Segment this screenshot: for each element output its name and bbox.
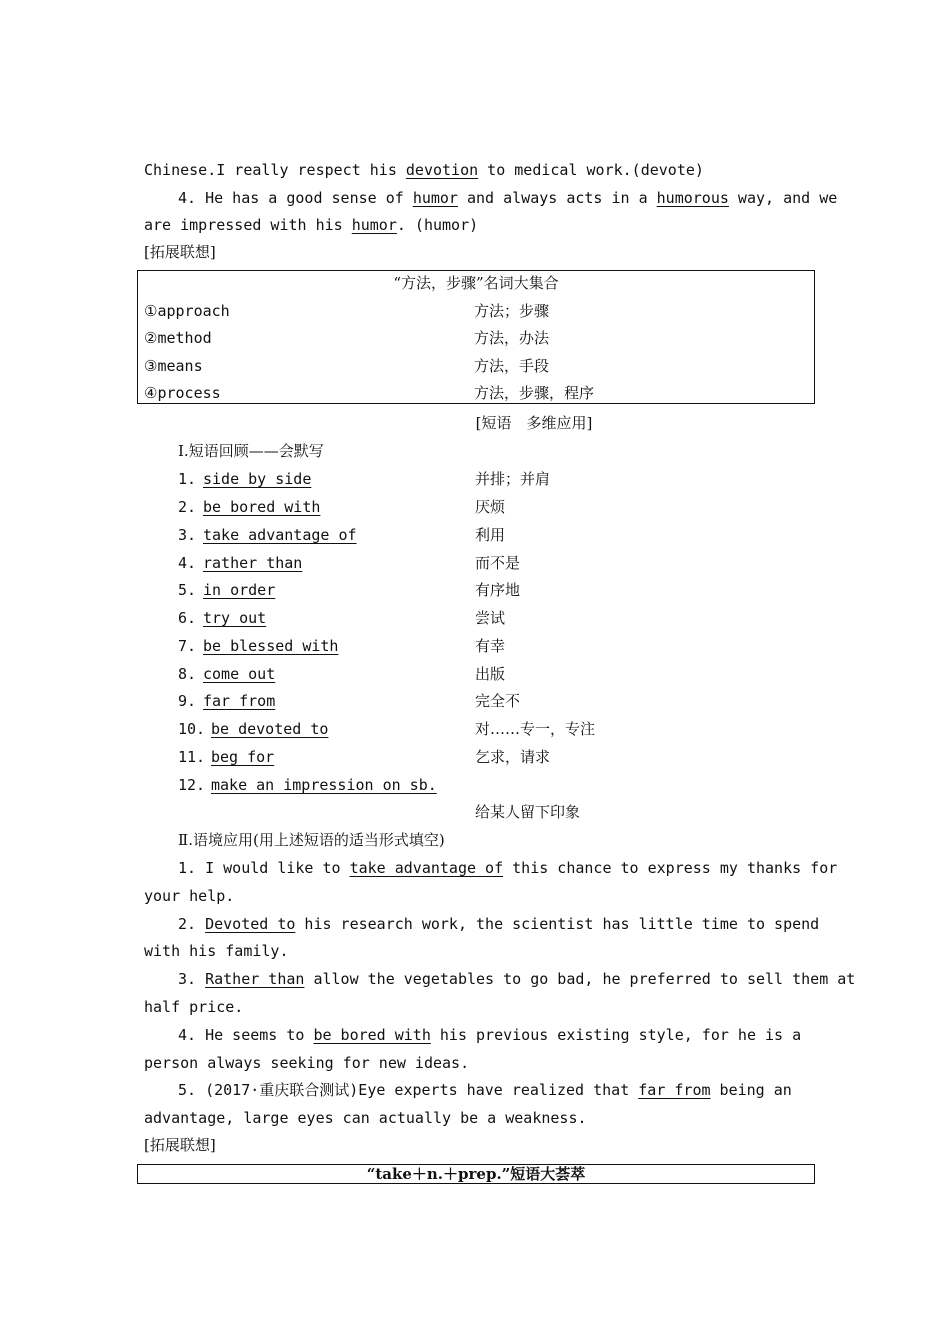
phrase-en: beg for bbox=[211, 748, 275, 766]
phrase-zh: 并排；并肩 bbox=[475, 470, 551, 488]
phrase-number: 2. bbox=[178, 498, 197, 516]
phrase-zh: 有序地 bbox=[475, 581, 521, 599]
phrase-zh: 完全不 bbox=[475, 692, 521, 710]
text-line bbox=[144, 160, 806, 180]
phrase-zh: 出版 bbox=[475, 665, 506, 683]
phrase-number: 7. bbox=[178, 637, 197, 655]
part-title: Ⅰ.短语回顾——会默写 bbox=[178, 442, 324, 460]
phrase-number: 9. bbox=[178, 692, 197, 710]
text: to medical work.(devote) bbox=[478, 161, 704, 179]
table-cell-zh: 方法；步骤 bbox=[474, 302, 550, 320]
answer-underlined: humorous bbox=[656, 189, 729, 207]
table-row bbox=[144, 381, 808, 405]
table-title: “方法，步骤”名词大集合 bbox=[393, 274, 559, 292]
text-line bbox=[178, 188, 838, 208]
phrase-number: 3. bbox=[178, 526, 197, 544]
section-heading: [短语 多维应用] bbox=[475, 414, 593, 432]
phrase-number: 5. bbox=[178, 581, 197, 599]
text: . (humor) bbox=[396, 216, 479, 234]
sentence-line bbox=[178, 1025, 806, 1045]
text: 1. I would like to bbox=[178, 859, 350, 877]
phrase-number: 12. bbox=[178, 776, 206, 794]
table-cell-en: ②method bbox=[144, 329, 212, 347]
phrase-en: try out bbox=[203, 609, 267, 627]
answer-underlined: take advantage of bbox=[349, 859, 504, 877]
sentence-line: your help. bbox=[144, 887, 235, 905]
sentence-line: advantage, large eyes can actually be a weakness. bbox=[144, 1109, 587, 1127]
phrase-table bbox=[137, 1164, 815, 1184]
table-title: “take＋n.＋prep.”短语大荟萃 bbox=[366, 1165, 586, 1183]
vocab-table bbox=[137, 270, 815, 404]
phrase-zh: 给某人留下印象 bbox=[475, 803, 581, 821]
phrase-en: be blessed with bbox=[203, 637, 339, 655]
expand-label: [拓展联想] bbox=[144, 243, 216, 261]
phrase-en: make an impression on sb. bbox=[211, 776, 437, 794]
sentence-line: with his family. bbox=[144, 942, 289, 960]
text: 2. bbox=[178, 915, 206, 933]
text: 3. bbox=[178, 970, 206, 988]
phrase-en: take advantage of bbox=[203, 526, 357, 544]
text: allow the vegetables to go bad, he preferred to sell them at bbox=[304, 970, 856, 988]
text: and always acts in a bbox=[457, 189, 657, 207]
phrase-en: far from bbox=[203, 692, 276, 710]
phrase-number: 1. bbox=[178, 470, 197, 488]
sentence-line bbox=[178, 1080, 806, 1100]
answer-underlined: humor bbox=[412, 189, 458, 207]
phrase-number: 6. bbox=[178, 609, 197, 627]
phrase-zh: 尝试 bbox=[475, 609, 506, 627]
text-line bbox=[144, 215, 806, 235]
sentence-line: half price. bbox=[144, 998, 244, 1016]
phrase-en: come out bbox=[203, 665, 276, 683]
sentence-line bbox=[178, 858, 838, 878]
answer-underlined: devotion bbox=[405, 161, 479, 179]
table-cell-zh: 方法，手段 bbox=[474, 357, 550, 375]
text: 4. He seems to bbox=[178, 1026, 314, 1044]
sentence-line: person always seeking for new ideas. bbox=[144, 1054, 470, 1072]
text: being an bbox=[710, 1081, 792, 1099]
text: this chance to express my thanks for bbox=[503, 859, 838, 877]
table-cell-en: ①approach bbox=[144, 302, 230, 320]
phrase-number: 11. bbox=[178, 748, 206, 766]
phrase-en: rather than bbox=[203, 554, 303, 572]
table-cell-zh: 方法，办法 bbox=[474, 329, 550, 347]
phrase-zh: 利用 bbox=[475, 526, 506, 544]
expand-label: [拓展联想] bbox=[144, 1136, 216, 1154]
sentence-line bbox=[178, 914, 820, 934]
phrase-zh: 有幸 bbox=[475, 637, 506, 655]
phrase-number: 10. bbox=[178, 720, 206, 738]
phrase-en: in order bbox=[203, 581, 276, 599]
answer-underlined: Devoted to bbox=[205, 915, 296, 933]
table-cell-en: ③means bbox=[144, 357, 203, 375]
phrase-zh: 而不是 bbox=[475, 554, 521, 572]
phrase-zh: 厌烦 bbox=[475, 498, 506, 516]
phrase-en: be devoted to bbox=[211, 720, 329, 738]
table-row bbox=[144, 299, 808, 323]
phrase-number: 4. bbox=[178, 554, 197, 572]
table-cell-zh: 方法，步骤，程序 bbox=[474, 384, 595, 402]
answer-underlined: Rather than bbox=[205, 970, 305, 988]
table-row bbox=[144, 326, 808, 350]
phrase-zh: 对……专一，专注 bbox=[475, 720, 596, 738]
answer-underlined: far from bbox=[638, 1081, 711, 1099]
phrase-number: 8. bbox=[178, 665, 197, 683]
answer-underlined: humor bbox=[351, 216, 397, 234]
table-row bbox=[144, 354, 808, 378]
phrase-en: be bored with bbox=[203, 498, 321, 516]
text: Chinese.I really respect his bbox=[144, 161, 406, 179]
sentence-line bbox=[178, 969, 856, 989]
text: way, and we bbox=[728, 189, 838, 207]
phrase-en: side by side bbox=[203, 470, 312, 488]
text: are impressed with his bbox=[144, 216, 352, 234]
table-cell-en: ④process bbox=[144, 384, 221, 402]
text: his previous existing style, for he is a bbox=[430, 1026, 802, 1044]
text: 4. He has a good sense of bbox=[178, 189, 413, 207]
text: his research work, the scientist has little time to spend bbox=[295, 915, 820, 933]
phrase-zh: 乞求，请求 bbox=[475, 748, 551, 766]
part-title: Ⅱ.语境应用(用上述短语的适当形式填空) bbox=[178, 831, 445, 849]
answer-underlined: be bored with bbox=[313, 1026, 431, 1044]
text: 5. (2017·重庆联合测试)Eye experts have realized that bbox=[178, 1081, 639, 1099]
